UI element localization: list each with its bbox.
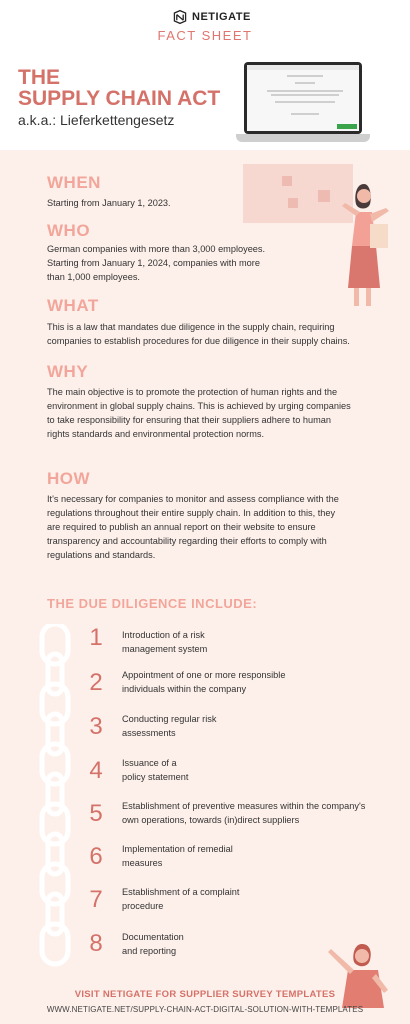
how-text-line: It's necessary for companies to monitor and assess compliance with the <box>47 494 339 504</box>
why-heading: WHY <box>47 362 89 381</box>
item-number: 7 <box>89 886 103 913</box>
how-text-line: regulations throughout their entire supply chain. In addition to this, they <box>47 508 336 518</box>
item-text-line: individuals within the company <box>122 684 247 694</box>
what-heading: WHAT <box>47 296 99 315</box>
item-text-line: Appointment of one or more responsible <box>122 670 286 680</box>
item-text-line: Establishment of preventive measures within the company's <box>122 801 366 811</box>
due-diligence-title: THE DUE DILIGENCE INCLUDE: <box>47 596 258 611</box>
chain-icon <box>34 624 76 974</box>
how-heading: HOW <box>47 469 91 488</box>
item-number: 8 <box>89 930 103 957</box>
how-text-line: regulations and standards. <box>47 550 156 560</box>
item-text-line: Documentation <box>122 932 184 942</box>
item-number: 1 <box>89 624 103 651</box>
who-text-line: German companies with more than 3,000 employees. <box>47 244 266 254</box>
netigate-logo[interactable] <box>172 9 251 25</box>
who-text-line: Starting from January 1, 2024, companies with more <box>47 258 260 268</box>
item-text-line: Introduction of a risk <box>122 630 205 640</box>
why-text-line: rights standards and environmental protection norms. <box>47 429 265 439</box>
item-text-line: procedure <box>122 901 164 911</box>
netigate-logo-icon <box>172 9 188 25</box>
item-text-line: management system <box>122 644 208 654</box>
how-text-line: transparency and accountability regarding their efforts to comply with <box>47 536 327 546</box>
when-heading: WHEN <box>47 173 101 192</box>
laptop-base <box>236 134 370 142</box>
page-title-line1: THE <box>18 66 60 89</box>
item-number: 2 <box>89 669 103 696</box>
decorative-square <box>282 176 292 186</box>
item-number: 6 <box>89 843 103 870</box>
page-subtitle: a.k.a.: Lieferkettengesetz <box>18 112 175 128</box>
item-number: 4 <box>89 757 103 784</box>
logo-text: NETIGATE <box>192 11 251 23</box>
what-text-line: companies to establish procedures for due diligence in their supply chains. <box>47 336 350 346</box>
when-text: Starting from January 1, 2023. <box>47 198 171 208</box>
item-text-line: Establishment of a complaint <box>122 887 240 897</box>
item-text-line: measures <box>122 858 163 868</box>
fact-sheet-label: FACT SHEET <box>157 28 253 43</box>
how-text-line: are required to publish an annual report on their website to ensure <box>47 522 316 532</box>
why-text-line: environment in global supply chains. This is achieved by urging companies <box>47 401 351 411</box>
item-number: 5 <box>89 800 103 827</box>
why-text-line: to take responsibility for ensuring that their suppliers adhere to human <box>47 415 331 425</box>
laptop-screen <box>244 62 362 134</box>
header <box>0 0 410 150</box>
laptop-illustration <box>236 62 370 144</box>
what-text-line: This is a law that mandates due diligence in the supply chain, requiring <box>47 322 335 332</box>
why-text-line: The main objective is to promote the protection of human rights and the <box>47 387 338 397</box>
item-text-line: Issuance of a <box>122 758 177 768</box>
page-title-line2: SUPPLY CHAIN ACT <box>18 87 221 110</box>
footer-cta[interactable]: VISIT NETIGATE FOR SUPPLIER SURVEY TEMPLATES <box>74 989 336 1000</box>
item-text-line: policy statement <box>122 772 189 782</box>
who-text-line: than 1,000 employees. <box>47 272 140 282</box>
who-heading: WHO <box>47 221 91 240</box>
decorative-board <box>243 164 353 223</box>
item-text-line: Conducting regular risk <box>122 714 217 724</box>
item-text-line: and reporting <box>122 946 177 956</box>
item-text-line: assessments <box>122 728 176 738</box>
item-text-line: Implementation of remedial <box>122 844 233 854</box>
footer-url-link[interactable]: WWW.NETIGATE.NET/SUPPLY-CHAIN-ACT-DIGITAL-SOLUTION-WITH-TEMPLATES <box>46 1005 364 1014</box>
item-text-line: own operations, towards (in)direct suppliers <box>122 815 300 825</box>
item-number: 3 <box>89 713 103 740</box>
